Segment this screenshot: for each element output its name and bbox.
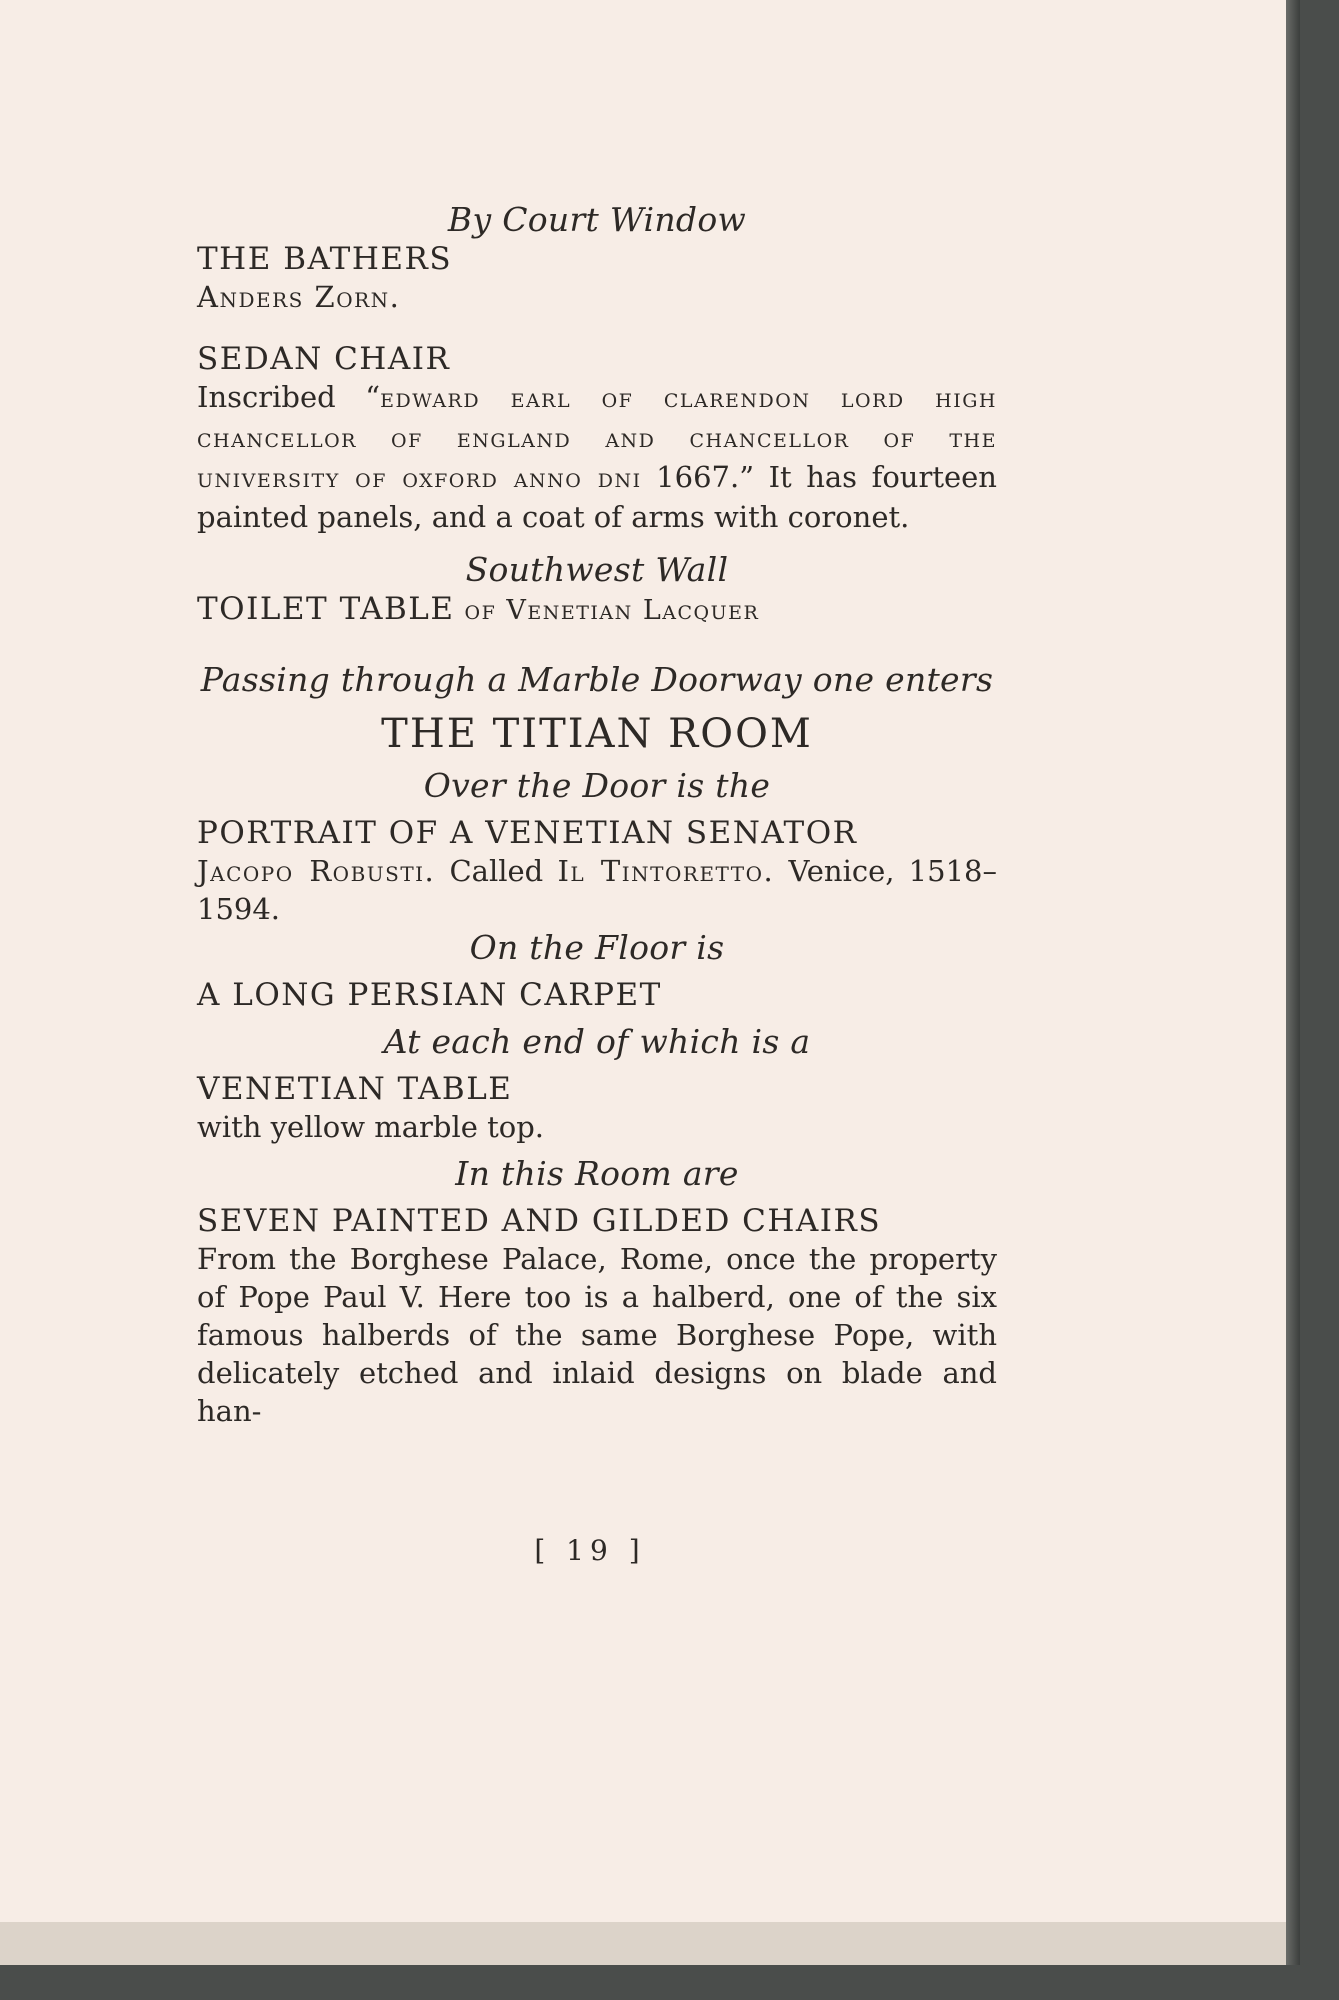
court-window-heading: By Court Window (447, 200, 747, 239)
sedan-inscription: edward earl of clarendon lord high chancellor of england and chancellor of the university of oxford anno dni (197, 383, 997, 494)
sedan-desc-rest: 1667.” It has fourteen painted panels, and a coat of arms with coronet. (197, 460, 997, 534)
sedan-chair-description (197, 378, 997, 536)
chairs-description: From the Borghese Palace, Rome, once the property of Pope Paul V. Here too is a halberd, one of the six famous halberds of the same Borghese Pope, with delicately etched and inlaid designs on blade and han- (197, 1242, 997, 1428)
floor-heading: On the Floor is (469, 928, 725, 967)
bathers-artist: Anders Zorn. (197, 280, 401, 314)
toilet-table-name: TOILET TABLE (197, 591, 455, 627)
room-are-heading: In this Room are (455, 1154, 739, 1193)
titian-room-title: THE TITIAN ROOM (381, 711, 813, 757)
portrait-title: PORTRAIT OF A VENETIAN SENATOR (197, 815, 858, 851)
venetian-table-title: VENETIAN TABLE (197, 1071, 513, 1107)
chairs-title: SEVEN PAINTED AND GILDED CHAIRS (197, 1203, 882, 1239)
each-end-heading: At each end of which is a (383, 1022, 811, 1061)
sedan-desc-lead: Inscribed “ (197, 380, 381, 414)
over-door-heading: Over the Door is the (423, 766, 771, 805)
sedan-chair-title: SEDAN CHAIR (197, 341, 451, 377)
page-edge-shadow (1286, 0, 1300, 1965)
portrait-artist: Jacopo Robusti. (197, 854, 436, 888)
portrait-place-dates: Venice, 1518–1594. (197, 854, 997, 926)
portrait-attribution (197, 852, 997, 928)
toilet-table-sub: of Venetian Lacquer (454, 595, 760, 626)
page-number: [ 19 ] (534, 1534, 646, 1567)
portrait-called: Called (435, 854, 558, 888)
bathers-title: THE BATHERS (197, 241, 453, 277)
toilet-table-title (197, 590, 997, 630)
venetian-table-description: with yellow marble top. (197, 1110, 545, 1144)
carpet-title: A LONG PERSIAN CARPET (197, 977, 662, 1013)
portrait-nickname: Il Tintoretto. (557, 854, 775, 888)
passing-heading: Passing through a Marble Doorway one enters (200, 660, 994, 699)
southwest-wall-heading: Southwest Wall (465, 550, 729, 589)
page-text (197, 200, 997, 1430)
